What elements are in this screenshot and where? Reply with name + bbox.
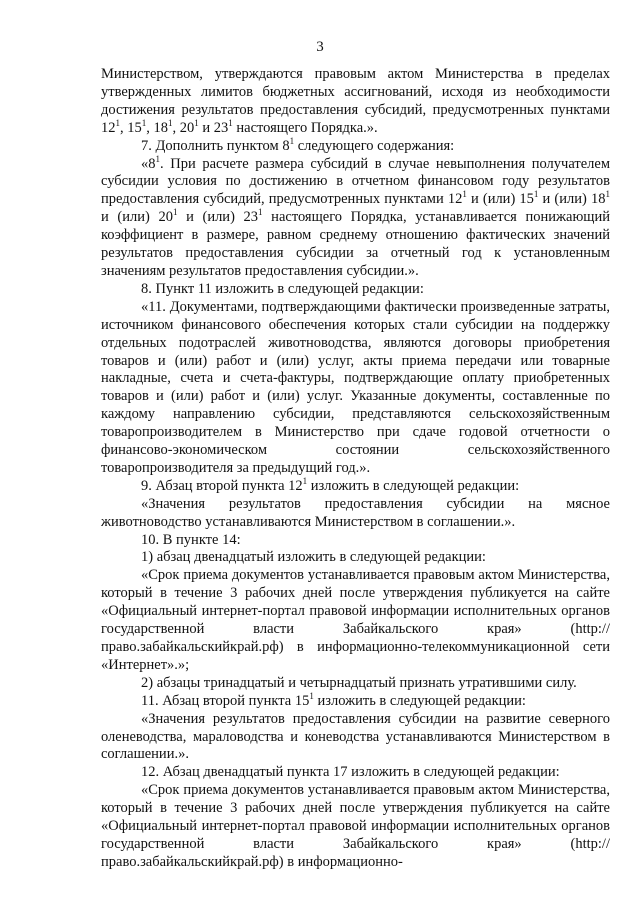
paragraph-p01: Министерством, утверждаются правовым актом Министерства в пределах утвержденных лимитов бюджетных ассигнований, исходя из необходимости достижения результатов предоставления субсидий, предусмотренных пунктами $12^1$, $15^1$, $18^1$, $20^1$ и $23^1$ настоящего Порядка.».	[101, 66, 610, 136]
paragraph-p07: «Значения результатов предоставления субсидии на мясное животноводство устанавливаются Министерством в соглашении.».	[101, 495, 610, 530]
paragraph-p15: «Срок приема документов устанавливается правовым актом Министерства, который в течение 3 рабочих дней после утверждения публикуется на сайте «Официальный интернет-портал правовой информации исполнительных органов государственной власти Забайкальского края» (http://право.забайкальскийкрай.рф) в информационно-	[101, 782, 610, 870]
paragraph-p12: 11. Абзац второй пункта $15^1$ изложить в следующей редакции:	[141, 690, 526, 709]
paragraph-p02: 7. Дополнить пунктом $8^1$ следующего содержания:	[141, 135, 455, 154]
document-body	[101, 66, 610, 872]
paragraph-p11: 2) абзацы тринадцатый и четырнадцатый признать утратившими силу.	[141, 674, 577, 691]
paragraph-p05: «11. Документами, подтверждающими фактически произведенные затраты, источником финансового обеспечения которых стали субсидии на поддержку отдельных подотраслей животноводства, являются договоры приобретения товаров и (или) работ и (или) услуг, акты приема передачи или товарные накладные, счета и счета-фактуры, подтверждающие оплату приобретенных товаров и (или) работ и (или) услуг. Указанные документы, составленные по каждому направлению субсидии, представляются сельскохозяйственным товаропроизводителем в Министерство при сдаче годовой отчетности о финансово-экономическом состоянии сельскохозяйственного товаропроизводителя за предыдущий год.».	[101, 298, 610, 476]
paragraph-p04: 8. Пункт 11 изложить в следующей редакции:	[141, 280, 424, 297]
paragraph-p03: «$8^1$. При расчете размера субсидий в случае невыполнения получателем субсидии условия по достижению в отчетном финансовом году результатов предоставления субсидий, предусмотренных пунктами $12^1$ и (или) $15^1$ и (или) $18^1$ и (или) $20^1$ и (или) $23^1$ настоящего Порядка, устанавливается понижающий коэффициент в размере, равном среднему отношению фактических значений результатов предоставления субсидии за отчетный год к установленным значениям результатов предоставления субсидии.».	[101, 153, 610, 279]
paragraph-p08: 10. В пункте 14:	[141, 531, 241, 548]
paragraph-p06: 9. Абзац второй пункта $12^1$ изложить в следующей редакции:	[141, 475, 520, 494]
paragraph-p14: 12. Абзац двенадцатый пункта 17 изложить в следующей редакции:	[141, 764, 560, 781]
paragraph-p10: «Срок приема документов устанавливается правовым актом Министерства, который в течение 3 рабочих дней после утверждения публикуется на сайте «Официальный интернет-портал правовой информации исполнительных органов государственной власти Забайкальского края» (http://право.забайкальскийкрай.рф) в информационно-телекоммуникационной сети «Интернет».»;	[101, 567, 610, 673]
paragraph-p09: 1) абзац двенадцатый изложить в следующей редакции:	[141, 549, 486, 566]
paragraph-p13: «Значения результатов предоставления субсидии на развитие северного оленеводства, мараловодства и коневодства устанавливаются Министерством в соглашении.».	[101, 710, 610, 763]
page-number: 3	[316, 39, 324, 55]
